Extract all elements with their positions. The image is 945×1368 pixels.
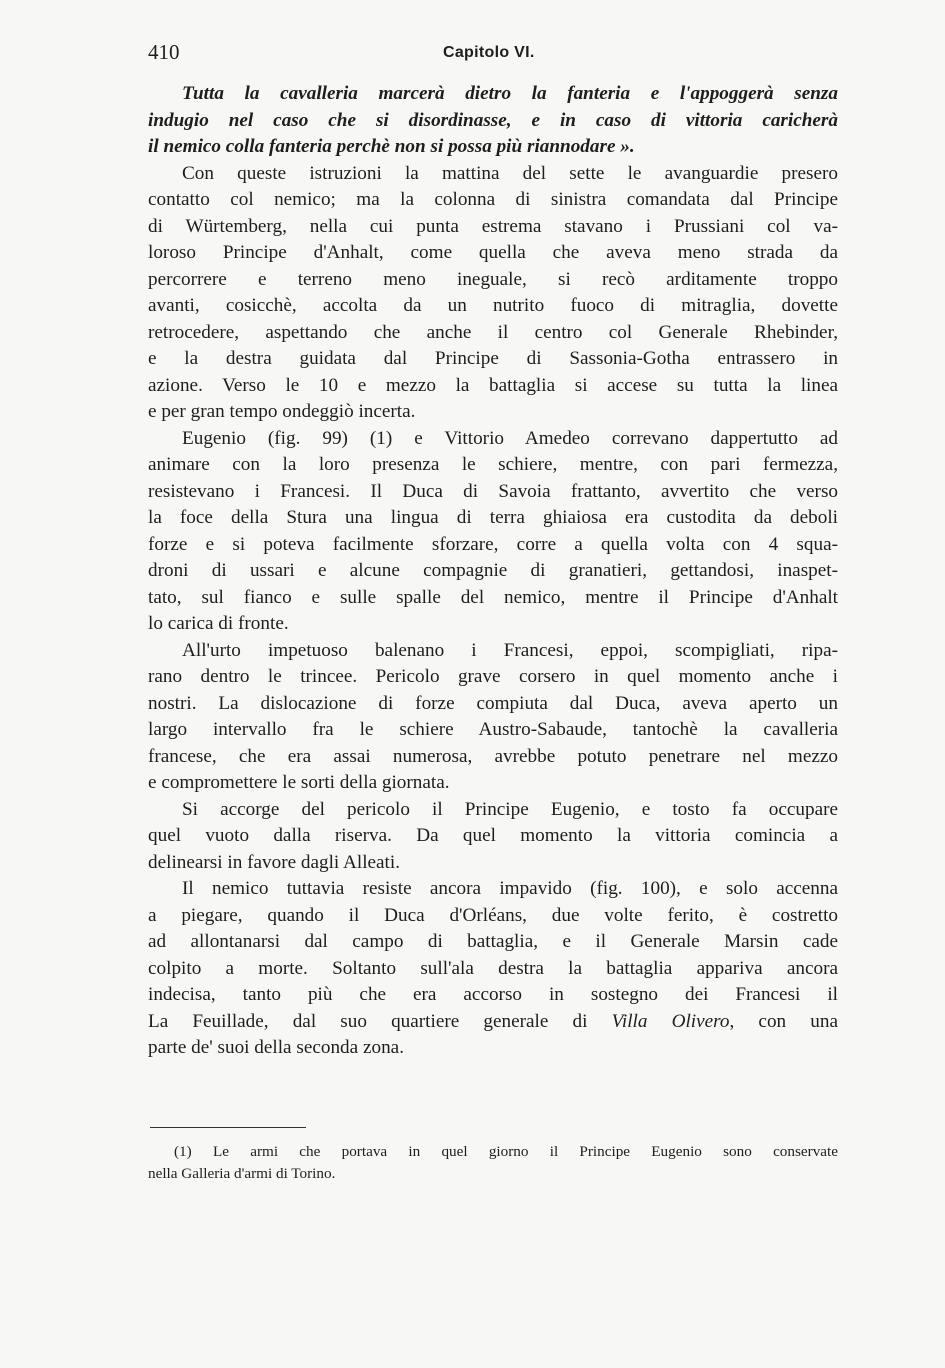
text-line: nostri. La dislocazione di forze compiuta dal Duca, aveva aperto un <box>148 692 838 714</box>
text-line: colpito a morte. Soltanto sull'ala destra la battaglia appariva ancora <box>148 957 838 979</box>
text-line: delinearsi in favore dagli Alleati. <box>148 851 401 873</box>
running-head: Capitolo VI. <box>443 44 535 61</box>
text-line: ad allontanarsi dal campo di battaglia, e il Generale Marsin cade <box>148 931 838 952</box>
text-line: Eugenio (fig. 99) (1) e Vittorio Amedeo correvano dappertutto ad <box>182 427 838 449</box>
text-line: forze e si poteva facilmente sforzare, corre a quella volta con 4 squa- <box>148 533 838 555</box>
text-line: rano dentro le trincee. Pericolo grave corsero in quel momento anche i <box>148 666 838 687</box>
footnote-line: (1) Le armi che portava in quel giorno il Principe Eugenio sono conservate <box>174 1143 838 1160</box>
text-line: Si accorge del pericolo il Principe Eugenio, e tosto fa occupare <box>182 798 838 820</box>
text-line: lo carica di fronte. <box>148 613 289 634</box>
footnote-line: nella Galleria d'armi di Torino. <box>148 1165 336 1182</box>
text-line: indecisa, tanto più che era accorso in sostegno dei Francesi il <box>148 984 838 1005</box>
text-line: retrocedere, aspettando che anche il centro col Generale Rhebinder, <box>148 321 838 343</box>
page-header <box>148 40 838 70</box>
text-line: resistevano i Francesi. Il Duca di Savoia frattanto, avvertito che verso <box>148 480 838 502</box>
text-line: All'urto impetuoso balenano i Francesi, eppoi, scompigliati, ripa- <box>182 639 838 661</box>
text-line: francese, che era assai numerosa, avrebbe potuto penetrare nel mezzo <box>148 745 838 767</box>
text-line: e la destra guidata dal Principe di Sassonia-Gotha entrassero in <box>148 348 838 369</box>
text-line: quel vuoto dalla riserva. Da quel momento la vittoria comincia a <box>148 825 838 846</box>
text-line: animare con la loro presenza le schiere, mentre, con pari fermezza, <box>148 454 838 475</box>
text-line: e per gran tempo ondeggiò incerta. <box>148 401 416 422</box>
text-line: Il nemico tuttavia resiste ancora impavido (fig. 100), e solo accenna <box>182 878 838 899</box>
text-line: Con queste istruzioni la mattina del sette le avanguardie presero <box>182 162 838 184</box>
text-line: Tutta la cavalleria marcerà dietro la fanteria e l'appoggerà senza <box>182 83 838 104</box>
text-line: La Feuillade, dal suo quartiere generale di Villa Olivero, con una <box>148 1010 838 1032</box>
text-line: percorrere e terreno meno ineguale, si recò arditamente troppo <box>148 268 838 290</box>
text-line: di Würtemberg, nella cui punta estrema stavano i Prussiani col va- <box>148 215 838 237</box>
text-line: loroso Principe d'Anhalt, come quella che aveva meno strada da <box>148 242 838 263</box>
text-line: parte de' suoi della seconda zona. <box>148 1037 404 1058</box>
page-number: 410 <box>148 40 180 64</box>
text-line: contatto col nemico; ma la colonna di sinistra comandata dal Principe <box>148 189 838 210</box>
text-line: e compromettere le sorti della giornata. <box>148 772 450 793</box>
text-line: droni di ussari e alcune compagnie di granatieri, gettandosi, inaspet- <box>148 560 838 581</box>
text-line: avanti, cosicchè, accolta da un nutrito fuoco di mitraglia, dovette <box>148 295 838 316</box>
text-line: a piegare, quando il Duca d'Orléans, due volte ferito, è costretto <box>148 904 838 926</box>
text-line: tato, sul fianco e sulle spalle del nemico, mentre il Principe d'Anhalt <box>148 586 838 608</box>
footnote-rule <box>150 1127 306 1128</box>
footnote <box>148 1141 838 1185</box>
text-line: la foce della Stura una lingua di terra ghiaiosa era custodita da deboli <box>148 507 838 528</box>
text-line: il nemico colla fanteria perchè non si possa più riannodare ». <box>148 136 635 157</box>
body-text <box>148 81 838 1062</box>
text-line: indugio nel caso che si disordinasse, e in caso di vittoria caricherà <box>148 109 838 131</box>
text-line: largo intervallo fra le schiere Austro-Sabaude, tantochè la cavalleria <box>148 719 838 740</box>
text-line: azione. Verso le 10 e mezzo la battaglia si accese su tutta la linea <box>148 374 838 396</box>
